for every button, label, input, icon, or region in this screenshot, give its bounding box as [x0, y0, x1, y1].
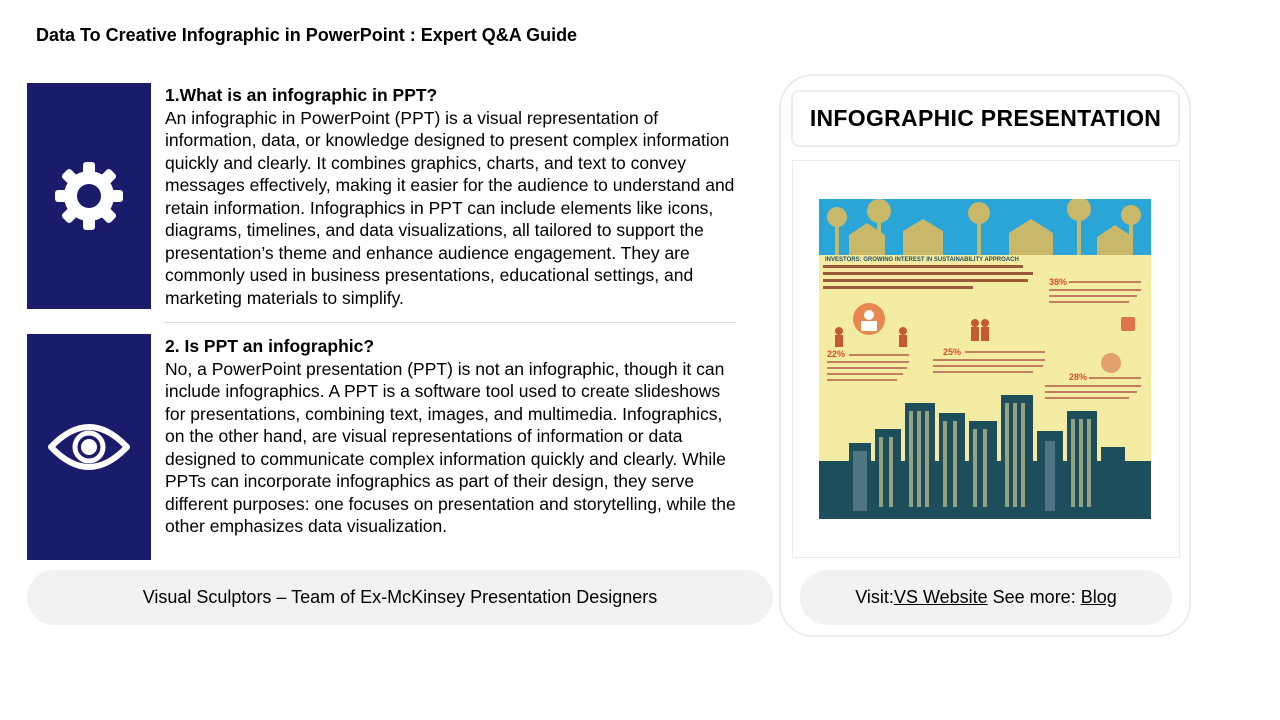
- infographic-image: [819, 199, 1151, 519]
- stat-25: 25%: [943, 347, 962, 357]
- answer-2: No, a PowerPoint presentation (PPT) is not an infographic, though it can include infographics. A PPT is a software tool used to create slideshows for presentations, combining text, images, and multimedia. Infographics, on the other hand, are visual representations of information or data designed to communicate complex information quickly and clearly. While PPTs can incorporate infographics as part of their design, they serve different purposes: one focuses on presentation and storytelling, while the other emphasizes data visualization.: [165, 358, 736, 536]
- blog-link[interactable]: Blog: [1080, 587, 1117, 607]
- team-footer-text: Visual Sculptors – Team of Ex-McKinsey Presentation Designers: [142, 587, 658, 607]
- visit-label: Visit:: [855, 587, 894, 607]
- stat-38: 38%: [1049, 277, 1068, 287]
- answer-1: An infographic in PowerPoint (PPT) is a visual representation of information, data, or knowledge designed to present complex information quickly and clearly. It combines graphics, charts, and text to convey messages effectively, making it easier for the audience to understand and retain information. Infographics in PPT can include elements like icons, diagrams, timelines, and data visualizations, all tailored to support the presentation’s theme and enhance audience engagement. They are commonly used in business presentations, educational settings, and marketing materials to simplify.: [165, 107, 735, 308]
- gear-icon: [54, 161, 124, 231]
- slide-title: Data To Creative Infographic in PowerPoint : Expert Q&A Guide: [36, 25, 578, 45]
- panel-title-text: INFOGRAPHIC PRESENTATION: [809, 105, 1162, 131]
- stat-28: 28%: [1069, 372, 1088, 382]
- qa-item-1: [165, 84, 740, 309]
- question-2: 2. Is PPT an infographic?: [165, 336, 375, 356]
- vs-website-link[interactable]: VS Website: [893, 587, 988, 607]
- eye-icon-box: [27, 334, 151, 560]
- qa-item-2: [165, 335, 740, 538]
- divider: [165, 322, 736, 323]
- eye-icon: [48, 421, 130, 473]
- gear-icon-box: [27, 83, 151, 309]
- team-footer: [27, 570, 773, 625]
- panel-title: [791, 90, 1180, 147]
- stat-22: 22%: [827, 349, 846, 359]
- see-more-label: See more:: [987, 587, 1081, 607]
- website-footer: [800, 570, 1172, 625]
- infographic-heading: INVESTORS: GROWING INTEREST IN SUSTAINABILITY APPROACH: [825, 257, 1019, 263]
- question-1: 1.What is an infographic in PPT?: [165, 85, 438, 105]
